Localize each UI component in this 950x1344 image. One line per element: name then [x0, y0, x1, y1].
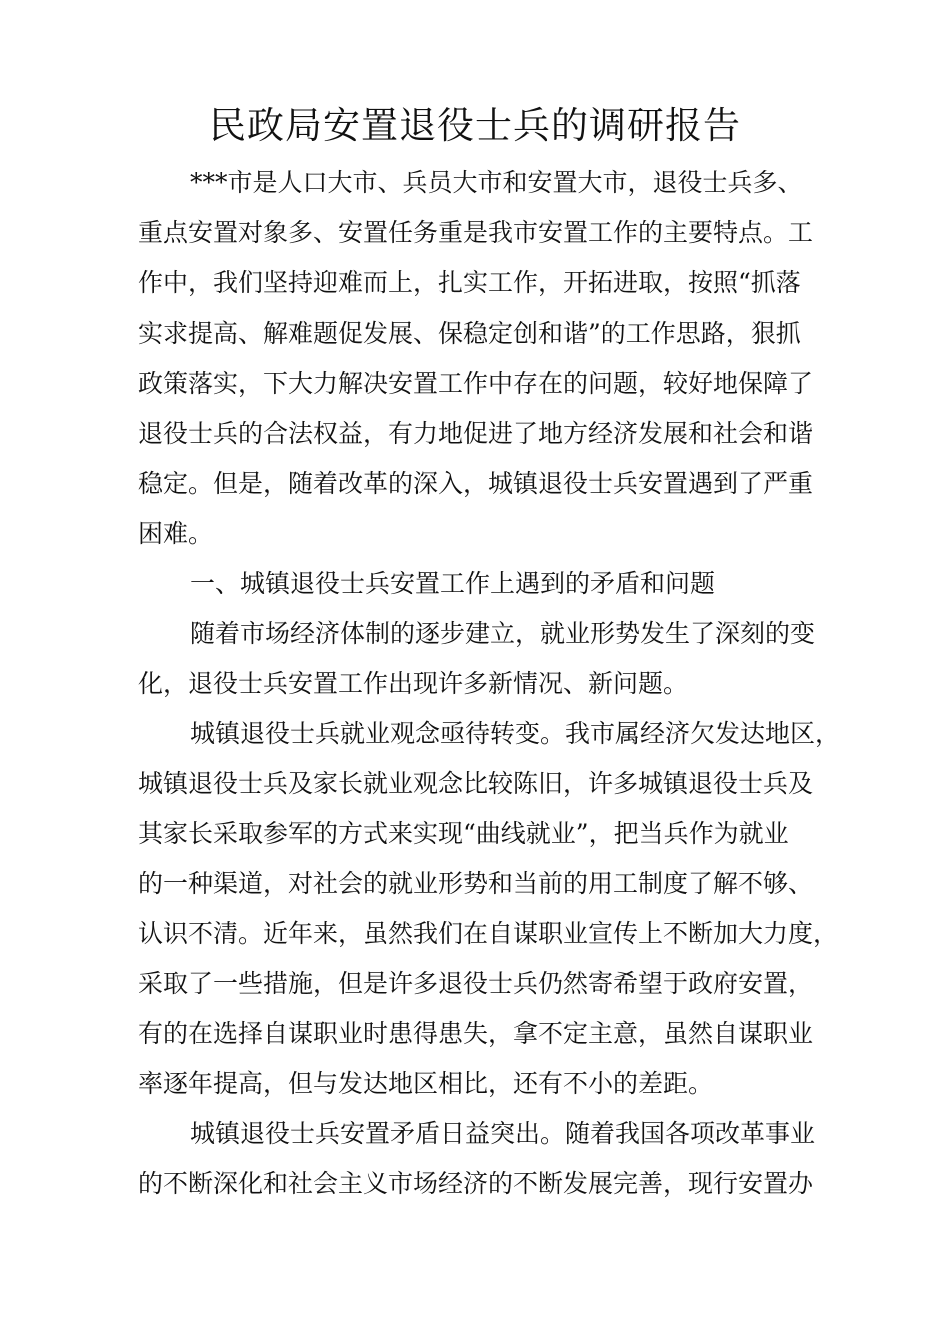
- text-line: 困难。: [138, 519, 214, 548]
- text-line: 政策落实，下大力解决安置工作中存在的问题，较好地保障了: [138, 369, 814, 398]
- text-line: 稳定。但是，随着改革的深入，城镇退役士兵安置遇到了严重: [138, 469, 814, 498]
- text-line: 率逐年提高，但与发达地区相比，还有不小的差距。: [138, 1069, 714, 1098]
- text-line: 采取了一些措施，但是许多退役士兵仍然寄希望于政府安置，: [138, 969, 814, 998]
- document-title: 民政局安置退役士兵的调研报告: [209, 104, 741, 147]
- text-line: 重点安置对象多、安置任务重是我市安置工作的主要特点。工: [138, 218, 814, 247]
- text-line: ***市是人口大市、兵员大市和安置大市，退役士兵多、: [190, 168, 803, 197]
- text-line: 实求提高、解难题促发展、保稳定创和谐”的工作思路，狠抓: [138, 319, 801, 348]
- text-line: 其家长采取参军的方式来实现“曲线就业”，把当兵作为就业: [138, 819, 789, 848]
- text-line: 有的在选择自谋职业时患得患失，拿不定主意，虽然自谋职业: [138, 1019, 814, 1048]
- text-line: 随着市场经济体制的逐步建立，就业形势发生了深刻的变: [190, 619, 816, 648]
- text-line: 的不断深化和社会主义市场经济的不断发展完善，现行安置办: [138, 1169, 814, 1198]
- text-line: 城镇退役士兵及家长就业观念比较陈旧，许多城镇退役士兵及: [138, 769, 814, 798]
- section-heading: 一、城镇退役士兵安置工作上遇到的矛盾和问题: [190, 569, 716, 598]
- text-line: 城镇退役士兵就业观念亟待转变。我市属经济欠发达地区，: [190, 719, 841, 748]
- text-line: 退役士兵的合法权益，有力地促进了地方经济发展和社会和谐: [138, 419, 814, 448]
- text-line: 的一种渠道，对社会的就业形势和当前的用工制度了解不够、: [138, 869, 814, 898]
- text-line: 作中，我们坚持迎难而上，扎实工作，开拓进取，按照“抓落: [138, 268, 801, 297]
- text-line: 城镇退役士兵安置矛盾日益突出。随着我国各项改革事业: [190, 1119, 816, 1148]
- text-line: 化，退役士兵安置工作出现许多新情况、新问题。: [138, 669, 689, 698]
- text-line: 认识不清。近年来，虽然我们在自谋职业宣传上不断加大力度，: [138, 919, 839, 948]
